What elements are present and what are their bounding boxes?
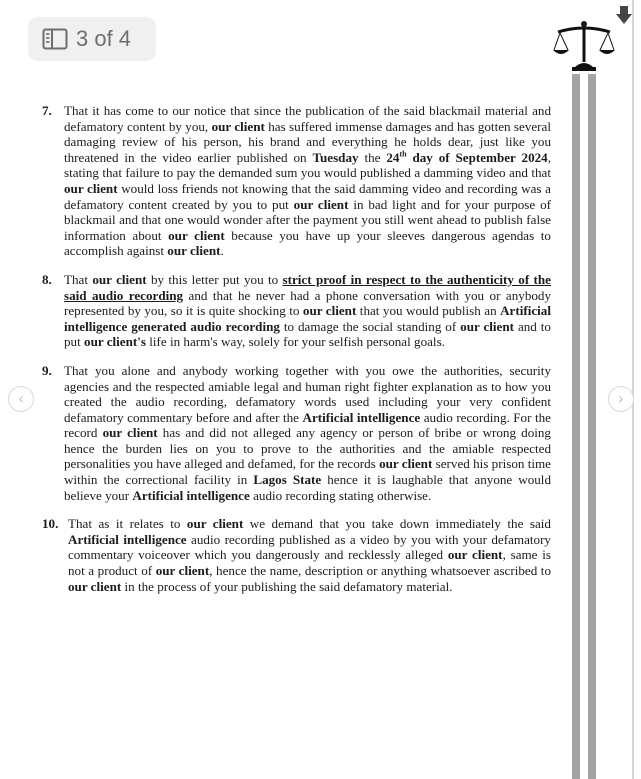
paragraph-number: 9. xyxy=(42,362,52,378)
text-run: has suffered immense damages and has gotten several damaging review of his person, his brand and everything he holds dear, just like you threatened in the video earlier published on xyxy=(64,118,551,165)
paragraph-text xyxy=(68,516,551,594)
paragraph-number: 7. xyxy=(42,103,52,118)
page-indicator-label: 3 of 4 xyxy=(76,26,132,51)
text-run: 24 xyxy=(386,149,400,165)
text-run: in the process of your publishing the said defamatory material. xyxy=(121,578,453,594)
text-run: , same is not a product of xyxy=(68,547,551,579)
chevron-right-icon: › xyxy=(617,389,625,408)
text-run: our client xyxy=(379,456,433,472)
paragraph xyxy=(42,363,551,503)
text-run: our client xyxy=(92,271,147,287)
text-run: Artificial intelligence xyxy=(302,409,421,425)
text-run: audio recording stating otherwise. xyxy=(249,487,432,503)
text-run: our client xyxy=(302,303,357,319)
scales-of-justice-logo xyxy=(552,20,616,72)
page-edge-divider xyxy=(632,0,634,779)
paragraph-text xyxy=(64,363,551,503)
previous-page-button[interactable] xyxy=(8,386,34,412)
text-run: Artificial intelligence xyxy=(132,487,250,503)
paragraph-text xyxy=(64,272,551,350)
text-run: to damage the social standing of xyxy=(279,318,461,334)
text-run: our client xyxy=(186,516,244,532)
text-run: hence it is laughable that anyone would believe your xyxy=(64,472,551,503)
text-run: Artificial intelligence xyxy=(68,531,187,547)
text-run: our client xyxy=(155,563,210,579)
paragraph-number: 10. xyxy=(42,516,59,532)
page-counter[interactable] xyxy=(28,17,156,61)
text-run: . xyxy=(220,243,224,259)
text-run: our client xyxy=(167,243,221,259)
sidebar-panel-icon[interactable] xyxy=(42,28,68,50)
text-run: our client xyxy=(102,425,158,441)
text-run: th xyxy=(399,149,407,159)
text-run: would loss friends not knowing that the said damming video and recording was a defamatory content created by you to put xyxy=(64,180,551,212)
letter-body xyxy=(42,103,551,607)
text-run: our client xyxy=(211,118,265,134)
text-run: That it has come to our notice that since the publication of the said blackmail material and defamatory content by you, xyxy=(64,103,551,134)
text-run: That you alone and anybody working together with you owe the authorities, security agencies and the respected amiable legal and human right fighter explanation as to how you created the audio recording, defamatory words used including your very confident defamatory commentary before and after the xyxy=(64,362,551,425)
text-run: our client xyxy=(168,227,225,243)
text-run: Lagos State xyxy=(253,472,322,488)
text-run: that you would publish an xyxy=(356,303,501,319)
text-run: life in harm's way, solely for your selfish personal goals. xyxy=(145,334,445,350)
text-run: because you have up your sleeves dangerous agendas to accomplish against xyxy=(64,227,551,259)
text-run: Tuesday xyxy=(312,149,359,165)
paragraph xyxy=(42,272,551,350)
text-run: Artificial intelligence generated audio recording xyxy=(64,303,551,334)
text-run: we demand that you take down immediately the said xyxy=(243,516,551,532)
text-run: , stating that failure to pay the demanded sum you would published a damming video and that xyxy=(64,149,551,181)
text-run: in bad light and for your purpose of blackmail and that one would wonder after the payment you still went ahead to publish false information about xyxy=(64,196,551,243)
margin-decoration-bars xyxy=(572,74,602,779)
text-run: our client xyxy=(68,578,122,594)
text-run: audio recording published as a video by you with your defamatory commentary voiceover which you dangerously and recklessly alleged xyxy=(68,531,551,563)
chevron-left-icon: ‹ xyxy=(17,389,25,408)
text-run: has and did not alleged any agency or person of bribe or wrong doing hence the burden lies on you to prove to the authorities and the amiable respected personalities you have alleged and defamed, for the records xyxy=(64,425,551,472)
text-run: our client xyxy=(293,196,349,212)
text-run: by this letter put you to xyxy=(146,271,283,287)
text-run: our client xyxy=(460,318,515,334)
text-run: strict proof in respect to the authenticity of the said audio recording xyxy=(64,271,551,303)
paragraph xyxy=(42,103,551,259)
next-page-button[interactable] xyxy=(608,386,634,412)
text-run: and to put xyxy=(64,318,551,350)
text-run: day of September 2024 xyxy=(406,149,548,165)
text-run: and that he never had a phone conversation with you or anybody represented by you, so it is quite shocking to xyxy=(64,287,552,319)
text-run: our client xyxy=(447,547,503,563)
text-run: audio recording. For the record xyxy=(64,409,551,441)
paragraph xyxy=(42,516,551,594)
text-run: That as it relates to xyxy=(68,516,187,532)
text-run: served his prison time within the correctional facility in xyxy=(64,456,551,488)
text-run: the xyxy=(358,149,387,165)
text-run: , hence the name, description or anything whatsoever ascribed to xyxy=(209,563,551,579)
text-run: our client's xyxy=(84,334,146,350)
text-run: our client xyxy=(64,180,118,196)
paragraph-number: 8. xyxy=(42,271,52,287)
paragraph-text xyxy=(64,103,551,259)
text-run: That xyxy=(64,271,93,287)
